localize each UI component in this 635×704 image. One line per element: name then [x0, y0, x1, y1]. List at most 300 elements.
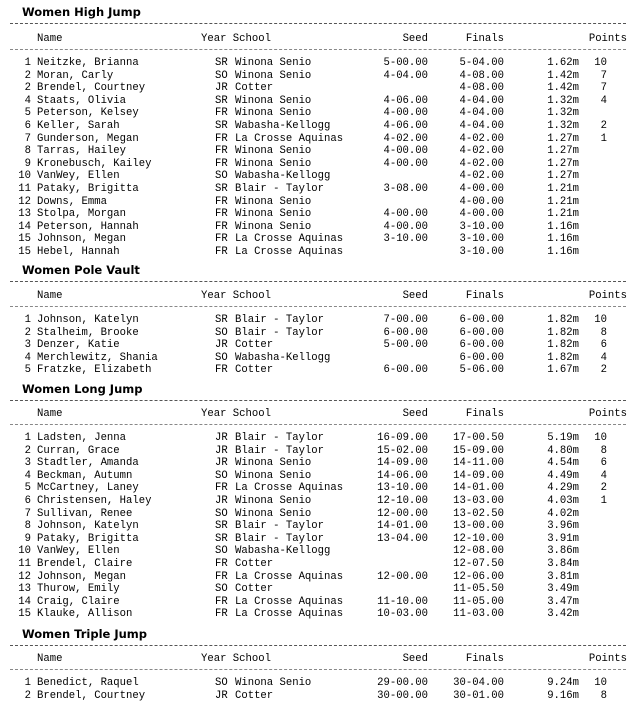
- finals-mark: 6-00.00: [459, 326, 504, 339]
- school: Blair - Taylor: [235, 532, 325, 545]
- place: 15: [18, 233, 31, 246]
- athlete-name: Peterson, Kelsey: [37, 107, 139, 120]
- points: 10: [594, 677, 607, 689]
- athlete-name: Christensen, Haley: [37, 495, 152, 507]
- seed-mark: 4-00.00: [383, 145, 428, 158]
- athlete-name: Gunderson, Megan: [37, 132, 139, 145]
- finals-mark: 3-10.00: [459, 246, 504, 258]
- place: 2: [24, 69, 31, 82]
- metric-mark: 1.32m: [547, 120, 579, 132]
- finals-mark: 4-02.00: [459, 145, 504, 158]
- metric-mark: 1.32m: [547, 107, 579, 120]
- place: 13: [18, 583, 31, 596]
- seed-mark: 16-09.00: [377, 432, 428, 444]
- athlete-name: Curran, Grace: [37, 444, 120, 457]
- place: 15: [18, 246, 31, 258]
- metric-mark: 1.42m: [547, 82, 579, 95]
- divider-line: [10, 49, 626, 50]
- finals-mark: 4-00.00: [459, 208, 504, 221]
- seed-mark: 12-00.00: [377, 570, 428, 583]
- school: Winona Senio: [235, 157, 312, 170]
- divider-line: [10, 23, 626, 24]
- finals-mark: 13-02.50: [453, 507, 504, 520]
- seed-mark: 5-00.00: [383, 57, 428, 69]
- finals-mark: 11-05.50: [453, 583, 504, 596]
- points: 8: [600, 326, 607, 339]
- metric-mark: 1.82m: [547, 339, 579, 352]
- athlete-name: Stolpa, Morgan: [37, 208, 127, 221]
- place: 5: [24, 364, 31, 377]
- metric-mark: 1.21m: [547, 195, 579, 208]
- place: 5: [24, 482, 31, 495]
- seed-mark: 6-00.00: [383, 326, 428, 339]
- athlete-name: Johnson, Megan: [37, 570, 127, 583]
- place: 1: [24, 677, 31, 689]
- points: 7: [600, 69, 607, 82]
- col-header-finals: Finals: [465, 33, 504, 45]
- athlete-name: Fratzke, Elizabeth: [37, 364, 152, 377]
- metric-mark: 9.16m: [547, 689, 579, 702]
- finals-mark: 4-00.00: [459, 195, 504, 208]
- place: 14: [18, 220, 31, 233]
- class-year: FR: [215, 482, 228, 495]
- metric-mark: 1.62m: [547, 57, 579, 69]
- col-header-seed: Seed: [402, 408, 428, 420]
- athlete-name: Stalheim, Brooke: [37, 326, 139, 339]
- place: 12: [18, 195, 31, 208]
- col-header-points: Points: [588, 653, 627, 665]
- place: 4: [24, 469, 31, 482]
- col-header-finals: Finals: [465, 408, 504, 420]
- athlete-name: Downs, Emma: [37, 195, 107, 208]
- place: 8: [24, 145, 31, 158]
- class-year: SR: [215, 57, 228, 69]
- school: La Crosse Aquinas: [235, 233, 344, 246]
- points: 1: [600, 132, 607, 145]
- school: La Crosse Aquinas: [235, 482, 344, 495]
- class-year: SR: [215, 120, 228, 132]
- school: Winona Senio: [235, 195, 312, 208]
- place: 2: [24, 82, 31, 95]
- place: 4: [24, 94, 31, 107]
- seed-mark: 7-00.00: [383, 314, 428, 326]
- place: 7: [24, 132, 31, 145]
- metric-mark: 1.27m: [547, 170, 579, 183]
- finals-mark: 5-04.00: [459, 57, 504, 69]
- finals-mark: 17-00.50: [453, 432, 504, 444]
- place: 3: [24, 457, 31, 470]
- school: Wabasha-Kellogg: [235, 170, 331, 183]
- school: Winona Senio: [235, 69, 312, 82]
- place: 9: [24, 157, 31, 170]
- points: 4: [600, 94, 607, 107]
- school: La Crosse Aquinas: [235, 608, 344, 621]
- seed-mark: 4-00.00: [383, 157, 428, 170]
- class-year: JR: [215, 495, 228, 507]
- school: La Crosse Aquinas: [235, 246, 344, 258]
- school: Winona Senio: [235, 145, 312, 158]
- school: Wabasha-Kellogg: [235, 351, 331, 364]
- event-title: Women Long Jump: [22, 382, 143, 396]
- class-year: SR: [215, 183, 228, 195]
- seed-mark: 12-10.00: [377, 495, 428, 507]
- school: Winona Senio: [235, 107, 312, 120]
- seed-mark: 5-00.00: [383, 339, 428, 352]
- finals-mark: 4-04.00: [459, 107, 504, 120]
- place: 8: [24, 520, 31, 533]
- finals-mark: 12-08.00: [453, 545, 504, 558]
- seed-mark: 10-03.00: [377, 608, 428, 621]
- metric-mark: 3.47m: [547, 595, 579, 608]
- points: 8: [600, 444, 607, 457]
- seed-mark: 4-00.00: [383, 107, 428, 120]
- metric-mark: 3.81m: [547, 570, 579, 583]
- class-year: SR: [215, 520, 228, 533]
- finals-mark: 3-10.00: [459, 220, 504, 233]
- metric-mark: 5.19m: [547, 432, 579, 444]
- athlete-name: Staats, Olivia: [37, 94, 127, 107]
- school: Cotter: [235, 82, 274, 95]
- metric-mark: 1.16m: [547, 220, 579, 233]
- divider-line: [10, 645, 626, 646]
- place: 13: [18, 208, 31, 221]
- finals-mark: 6-00.00: [459, 351, 504, 364]
- points: 1: [600, 495, 607, 507]
- seed-mark: 14-01.00: [377, 520, 428, 533]
- athlete-name: Brendel, Courtney: [37, 689, 146, 702]
- athlete-name: McCartney, Laney: [37, 482, 139, 495]
- metric-mark: 1.21m: [547, 208, 579, 221]
- metric-mark: 1.27m: [547, 132, 579, 145]
- col-header-name: Name: [37, 653, 63, 665]
- school: Blair - Taylor: [235, 314, 325, 326]
- points: 2: [600, 120, 607, 132]
- place: 11: [18, 558, 31, 570]
- col-header-year-school: Year School: [201, 408, 271, 420]
- divider-line: [10, 306, 626, 307]
- place: 15: [18, 608, 31, 621]
- athlete-name: VanWey, Ellen: [37, 170, 120, 183]
- athlete-name: Thurow, Emily: [37, 583, 120, 596]
- class-year: SO: [215, 69, 228, 82]
- points: 10: [594, 57, 607, 69]
- athlete-name: Sullivan, Renee: [37, 507, 133, 520]
- col-header-year-school: Year School: [201, 653, 271, 665]
- metric-mark: 1.32m: [547, 94, 579, 107]
- athlete-name: Johnson, Katelyn: [37, 520, 139, 533]
- athlete-name: Hebel, Hannah: [37, 246, 120, 258]
- col-header-name: Name: [37, 290, 63, 302]
- class-year: JR: [215, 432, 228, 444]
- finals-mark: 4-04.00: [459, 94, 504, 107]
- school: Cotter: [235, 689, 274, 702]
- athlete-name: Klauke, Allison: [37, 608, 133, 621]
- col-header-points: Points: [588, 33, 627, 45]
- athlete-name: Merchlewitz, Shania: [37, 351, 158, 364]
- seed-mark: 12-00.00: [377, 507, 428, 520]
- seed-mark: 3-10.00: [383, 233, 428, 246]
- school: Winona Senio: [235, 208, 312, 221]
- place: 4: [24, 351, 31, 364]
- finals-mark: 6-00.00: [459, 339, 504, 352]
- metric-mark: 3.96m: [547, 520, 579, 533]
- seed-mark: 15-02.00: [377, 444, 428, 457]
- school: Winona Senio: [235, 677, 312, 689]
- school: Blair - Taylor: [235, 432, 325, 444]
- school: Winona Senio: [235, 469, 312, 482]
- metric-mark: 3.86m: [547, 545, 579, 558]
- place: 10: [18, 545, 31, 558]
- col-header-seed: Seed: [402, 33, 428, 45]
- finals-mark: 11-03.00: [453, 608, 504, 621]
- class-year: SO: [215, 545, 228, 558]
- school: Wabasha-Kellogg: [235, 545, 331, 558]
- metric-mark: 3.91m: [547, 532, 579, 545]
- metric-mark: 4.02m: [547, 507, 579, 520]
- finals-mark: 14-09.00: [453, 469, 504, 482]
- class-year: FR: [215, 132, 228, 145]
- metric-mark: 4.29m: [547, 482, 579, 495]
- finals-mark: 4-04.00: [459, 120, 504, 132]
- class-year: SO: [215, 170, 228, 183]
- points: 8: [600, 689, 607, 702]
- class-year: FR: [215, 558, 228, 570]
- col-header-points: Points: [588, 408, 627, 420]
- school: Blair - Taylor: [235, 520, 325, 533]
- athlete-name: Kronebusch, Kailey: [37, 157, 152, 170]
- class-year: JR: [215, 339, 228, 352]
- athlete-name: Craig, Claire: [37, 595, 120, 608]
- school: Winona Senio: [235, 220, 312, 233]
- finals-mark: 14-01.00: [453, 482, 504, 495]
- school: Blair - Taylor: [235, 326, 325, 339]
- school: Winona Senio: [235, 507, 312, 520]
- class-year: SO: [215, 507, 228, 520]
- class-year: SR: [215, 314, 228, 326]
- metric-mark: 1.27m: [547, 145, 579, 158]
- school: Cotter: [235, 339, 274, 352]
- athlete-name: Stadtler, Amanda: [37, 457, 139, 470]
- place: 3: [24, 339, 31, 352]
- divider-line: [10, 424, 626, 425]
- col-header-points: Points: [588, 290, 627, 302]
- school: Blair - Taylor: [235, 183, 325, 195]
- finals-mark: 4-00.00: [459, 183, 504, 195]
- finals-mark: 4-02.00: [459, 170, 504, 183]
- metric-mark: 3.42m: [547, 608, 579, 621]
- col-header-name: Name: [37, 33, 63, 45]
- metric-mark: 3.84m: [547, 558, 579, 570]
- seed-mark: 4-04.00: [383, 69, 428, 82]
- finals-mark: 13-00.00: [453, 520, 504, 533]
- points: 2: [600, 482, 607, 495]
- class-year: FR: [215, 364, 228, 377]
- class-year: FR: [215, 595, 228, 608]
- col-header-finals: Finals: [465, 290, 504, 302]
- finals-mark: 4-08.00: [459, 82, 504, 95]
- place: 14: [18, 595, 31, 608]
- points: 4: [600, 469, 607, 482]
- school: Winona Senio: [235, 94, 312, 107]
- place: 6: [24, 495, 31, 507]
- class-year: JR: [215, 689, 228, 702]
- seed-mark: 14-09.00: [377, 457, 428, 470]
- place: 1: [24, 432, 31, 444]
- athlete-name: Pataky, Brigitta: [37, 532, 139, 545]
- class-year: FR: [215, 195, 228, 208]
- col-header-finals: Finals: [465, 653, 504, 665]
- class-year: FR: [215, 220, 228, 233]
- place: 2: [24, 326, 31, 339]
- finals-mark: 13-03.00: [453, 495, 504, 507]
- seed-mark: 30-00.00: [377, 689, 428, 702]
- divider-line: [10, 400, 626, 401]
- finals-mark: 12-10.00: [453, 532, 504, 545]
- athlete-name: Neitzke, Brianna: [37, 57, 139, 69]
- school: La Crosse Aquinas: [235, 132, 344, 145]
- metric-mark: 1.82m: [547, 351, 579, 364]
- seed-mark: 6-00.00: [383, 364, 428, 377]
- divider-line: [10, 281, 626, 282]
- school: Winona Senio: [235, 495, 312, 507]
- seed-mark: 3-08.00: [383, 183, 428, 195]
- athlete-name: Benedict, Raquel: [37, 677, 139, 689]
- school: Cotter: [235, 558, 274, 570]
- finals-mark: 15-09.00: [453, 444, 504, 457]
- event-title: Women Pole Vault: [22, 263, 140, 277]
- metric-mark: 1.27m: [547, 157, 579, 170]
- seed-mark: 14-06.00: [377, 469, 428, 482]
- place: 5: [24, 107, 31, 120]
- athlete-name: Ladsten, Jenna: [37, 432, 127, 444]
- class-year: JR: [215, 457, 228, 470]
- class-year: FR: [215, 233, 228, 246]
- place: 2: [24, 444, 31, 457]
- athlete-name: Beckman, Autumn: [37, 469, 133, 482]
- points: 6: [600, 339, 607, 352]
- class-year: SO: [215, 677, 228, 689]
- place: 6: [24, 120, 31, 132]
- col-header-year-school: Year School: [201, 290, 271, 302]
- class-year: SO: [215, 583, 228, 596]
- metric-mark: 1.21m: [547, 183, 579, 195]
- seed-mark: 4-06.00: [383, 120, 428, 132]
- school: Cotter: [235, 583, 274, 596]
- school: La Crosse Aquinas: [235, 570, 344, 583]
- place: 2: [24, 689, 31, 702]
- athlete-name: Brendel, Courtney: [37, 82, 146, 95]
- finals-mark: 12-07.50: [453, 558, 504, 570]
- school: Wabasha-Kellogg: [235, 120, 331, 132]
- finals-mark: 6-00.00: [459, 314, 504, 326]
- seed-mark: 4-06.00: [383, 94, 428, 107]
- school: Cotter: [235, 364, 274, 377]
- place: 1: [24, 57, 31, 69]
- finals-mark: 11-05.00: [453, 595, 504, 608]
- athlete-name: Johnson, Katelyn: [37, 314, 139, 326]
- athlete-name: Tarras, Hailey: [37, 145, 127, 158]
- class-year: SR: [215, 94, 228, 107]
- finals-mark: 3-10.00: [459, 233, 504, 246]
- metric-mark: 3.49m: [547, 583, 579, 596]
- seed-mark: 4-02.00: [383, 132, 428, 145]
- metric-mark: 1.16m: [547, 233, 579, 246]
- class-year: FR: [215, 208, 228, 221]
- school: Winona Senio: [235, 57, 312, 69]
- class-year: SO: [215, 469, 228, 482]
- metric-mark: 1.42m: [547, 69, 579, 82]
- place: 11: [18, 183, 31, 195]
- class-year: SR: [215, 532, 228, 545]
- class-year: SO: [215, 326, 228, 339]
- col-header-seed: Seed: [402, 653, 428, 665]
- finals-mark: 12-06.00: [453, 570, 504, 583]
- school: Blair - Taylor: [235, 444, 325, 457]
- school: Winona Senio: [235, 457, 312, 470]
- finals-mark: 14-11.00: [453, 457, 504, 470]
- points: 2: [600, 364, 607, 377]
- school: La Crosse Aquinas: [235, 595, 344, 608]
- points: 4: [600, 351, 607, 364]
- seed-mark: 13-04.00: [377, 532, 428, 545]
- class-year: FR: [215, 145, 228, 158]
- metric-mark: 1.82m: [547, 314, 579, 326]
- finals-mark: 5-06.00: [459, 364, 504, 377]
- metric-mark: 9.24m: [547, 677, 579, 689]
- athlete-name: Moran, Carly: [37, 69, 114, 82]
- place: 1: [24, 314, 31, 326]
- col-header-year-school: Year School: [201, 33, 271, 45]
- class-year: FR: [215, 107, 228, 120]
- points: 10: [594, 314, 607, 326]
- points: 10: [594, 432, 607, 444]
- athlete-name: VanWey, Ellen: [37, 545, 120, 558]
- place: 10: [18, 170, 31, 183]
- class-year: SO: [215, 351, 228, 364]
- athlete-name: Pataky, Brigitta: [37, 183, 139, 195]
- seed-mark: 11-10.00: [377, 595, 428, 608]
- event-title: Women Triple Jump: [22, 627, 148, 641]
- place: 12: [18, 570, 31, 583]
- divider-line: [10, 669, 626, 670]
- col-header-name: Name: [37, 408, 63, 420]
- class-year: FR: [215, 570, 228, 583]
- athlete-name: Brendel, Claire: [37, 558, 133, 570]
- place: 9: [24, 532, 31, 545]
- finals-mark: 4-02.00: [459, 157, 504, 170]
- place: 7: [24, 507, 31, 520]
- seed-mark: 4-00.00: [383, 220, 428, 233]
- seed-mark: 13-10.00: [377, 482, 428, 495]
- points: 7: [600, 82, 607, 95]
- athlete-name: Peterson, Hannah: [37, 220, 139, 233]
- metric-mark: 4.54m: [547, 457, 579, 470]
- class-year: FR: [215, 157, 228, 170]
- finals-mark: 4-02.00: [459, 132, 504, 145]
- points: 6: [600, 457, 607, 470]
- class-year: JR: [215, 82, 228, 95]
- seed-mark: 4-00.00: [383, 208, 428, 221]
- finals-mark: 4-08.00: [459, 69, 504, 82]
- metric-mark: 4.49m: [547, 469, 579, 482]
- metric-mark: 4.03m: [547, 495, 579, 507]
- class-year: FR: [215, 246, 228, 258]
- class-year: JR: [215, 444, 228, 457]
- metric-mark: 1.16m: [547, 246, 579, 258]
- metric-mark: 4.80m: [547, 444, 579, 457]
- metric-mark: 1.82m: [547, 326, 579, 339]
- finals-mark: 30-01.00: [453, 689, 504, 702]
